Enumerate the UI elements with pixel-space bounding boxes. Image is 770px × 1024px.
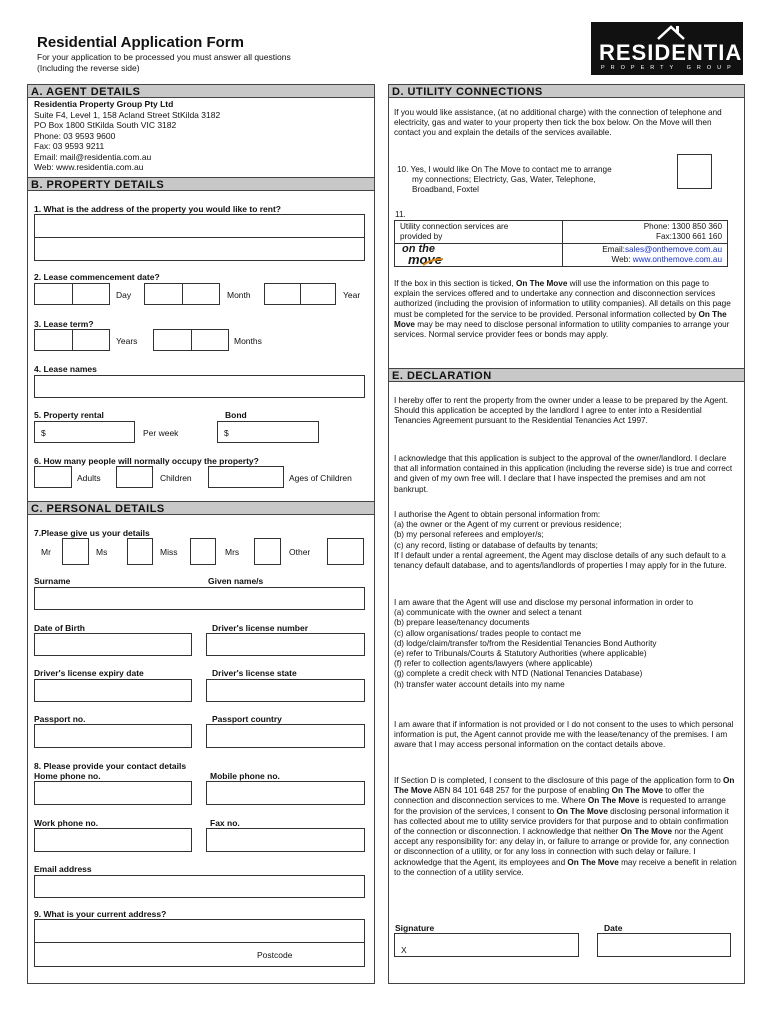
q9-label: 9. What is your current address? (34, 909, 167, 919)
otm-email-label: Email: (602, 245, 625, 254)
p6-text: to offer the connection and disconnection services to me. Where (394, 786, 705, 806)
p6-otm: On The Move (611, 786, 663, 796)
adults-input[interactable] (34, 466, 72, 488)
declaration-p1: I hereby offer to rent the property from the owner under a lease to be prepared by the Agent. Should this application be accepted by the landlord I agree to enter into a Residential Tenancies Agreement pursuant to the Residential Tenancies Act 1997. (394, 396, 728, 426)
q10-line-1: 10. Yes, I would like On The Move to contact me to arrange (397, 165, 612, 174)
agent-line: Email: mail@residentia.com.au (34, 151, 152, 162)
p6-text: nor the Agent accept any responsibility for: any delay in, or failure to arrange or provide for, any connection or disconnection of a utility, or for any loss in connection with such delay or failure. I acknowledge that the Agent, its employees and (394, 827, 729, 867)
q6-label: 6. How many people will normally occupy the property? (34, 456, 259, 466)
signature-input[interactable] (394, 933, 579, 957)
otm-contact (566, 222, 722, 242)
month-label: Month (227, 290, 251, 300)
rental-dollar: $ (41, 428, 46, 438)
declaration-p6 (394, 776, 737, 878)
q4-label: 4. Lease names (34, 364, 97, 374)
license-state-input[interactable] (206, 679, 365, 702)
home-phone-label: Home phone no. (34, 771, 101, 781)
p4-line: I am aware that the Agent will use and disclose my personal information in order to (394, 598, 693, 607)
dob-input[interactable] (34, 633, 192, 656)
passport-country-label: Passport country (212, 714, 282, 724)
p4-line: (c) allow organisations/ trades people to contact me (394, 628, 582, 638)
email-input[interactable] (34, 875, 365, 898)
utility-intro: If you would like assistance, (at no additional charge) with the connection of telephone and electricity, gas and water to your property then tick the box below. On the Move will then contact you and explain the details of the services available. (394, 108, 722, 138)
mobile-phone-label: Mobile phone no. (210, 771, 280, 781)
fax-label: Fax no. (210, 818, 240, 828)
p6-otm: On The Move (567, 857, 619, 867)
otm-phone: Phone: 1300 850 360 (643, 222, 722, 231)
address-divider (34, 942, 365, 943)
property-details-heading: B. PROPERTY DETAILS (27, 177, 375, 191)
email-label: Email address (34, 864, 92, 874)
provided-by-text (400, 222, 560, 242)
p4-line: (b) prepare lease/tenancy documents (394, 618, 530, 628)
digit-divider (191, 329, 192, 351)
q10-line-2: my connections; Electricty, Gas, Water, Telephone, (412, 175, 596, 185)
signature-label: Signature (395, 923, 435, 933)
p4-line: (a) communicate with the owner and select a tenant (394, 608, 582, 618)
p3-line: (c) any record, listing or database of defaults by tenants; (394, 540, 598, 550)
address-divider (34, 237, 365, 238)
mobile-phone-input[interactable] (206, 781, 365, 805)
p6-otm: On The Move (556, 806, 608, 816)
otm-logo-line-1: on the (402, 243, 435, 255)
p3-line: (a) the owner or the Agent of my current or previous residence; (394, 520, 622, 530)
q2-label: 2. Lease commencement date? (34, 272, 160, 282)
q5-label: 5. Property rental (34, 410, 104, 420)
dob-label: Date of Birth (34, 623, 85, 633)
mr-checkbox[interactable] (62, 538, 89, 565)
p6-text: ABN 84 101 648 257 for the purpose of enabling (431, 786, 612, 796)
ms-checkbox[interactable] (127, 538, 153, 565)
p6-otm: On The Move (587, 796, 640, 806)
passport-country-input[interactable] (206, 724, 365, 748)
per-week-label: Per week (143, 428, 179, 438)
swoosh-icon (422, 258, 444, 266)
bond-dollar: $ (224, 428, 229, 438)
q7-label: 7.Please give us your details (34, 528, 150, 538)
p6-text: If Section D is completed, I consent to the disclosure of this page of the application form to (394, 776, 724, 785)
provided-line-2: provided by (400, 232, 443, 242)
bond-label: Bond (225, 410, 247, 420)
form-subtitle (37, 52, 367, 74)
day-label: Day (116, 290, 132, 300)
q10-text (397, 165, 677, 196)
work-phone-input[interactable] (34, 828, 192, 852)
otm-online (566, 245, 722, 265)
q3-label: 3. Lease term? (34, 319, 94, 329)
p3-line: I authorise the Agent to obtain personal information from: (394, 510, 601, 519)
otm-email-link[interactable]: sales@onthemove.com.au (624, 245, 722, 254)
digit-divider (182, 283, 183, 305)
note-text: may be may need to disclose personal information to utility companies to arrange your services. Normal service provider fees or bonds may apply. (394, 319, 730, 340)
q8-label: 8. Please provide your contact details (34, 761, 187, 771)
p4-line: (d) lodge/claim/transfer to/from the Residential Tenancies Bond Authority (394, 638, 657, 648)
license-input[interactable] (206, 633, 365, 656)
current-address-input[interactable] (34, 919, 365, 967)
home-phone-input[interactable] (34, 781, 192, 805)
otm-web-link[interactable]: www.onthemove.com.au (632, 255, 722, 265)
passport-input[interactable] (34, 724, 192, 748)
other-input[interactable] (327, 538, 364, 565)
otm-web-line (566, 255, 722, 265)
agent-line: Phone: 03 9593 9600 (34, 130, 116, 141)
declaration-p2: I acknowledge that this application is subject to the approval of the owner/landlord. I declare that all information contained in this application (including the reverse side) is true and correct and given of my own free will. I declare that I have inspected the premises and am not bankrupt. (394, 454, 733, 494)
p6-text: is requested to arrange for the provision of the services, I consent to (394, 796, 726, 816)
q1-label: 1. What is the address of the property you would like to rent? (34, 204, 282, 214)
declaration-p5: I am aware that if information is not provided or I do not consent to the uses to which personal information is put, the Agent cannot provide me with the lease/tenancy of the premises. I am aware that I may access personal information on the contact details above. (394, 720, 734, 750)
miss-checkbox[interactable] (190, 538, 216, 565)
work-phone-label: Work phone no. (34, 818, 99, 828)
agent-line: Fax: 03 9593 9211 (34, 141, 105, 151)
declaration-heading: E. DECLARATION (388, 368, 745, 382)
date-label: Date (604, 923, 623, 933)
p6-text: may receive a benefit in relation to the connection of a utility service. (394, 857, 737, 877)
subtitle-line-2: (Including the reverse side) (37, 63, 140, 73)
p6-text: disclosing personal information it has collected about me to utility service providers for that purpose and to obtain confirmation of the connection or disconnection. I acknowledge that neither (394, 806, 729, 837)
otm-logo-line-2: move (408, 252, 442, 267)
children-label: Children (160, 473, 192, 483)
on-the-move-logo (402, 244, 462, 266)
residentia-logo (591, 22, 743, 75)
utility-consent-checkbox[interactable] (677, 154, 712, 189)
p3-line: (b) my personal referees and employer/s; (394, 530, 544, 540)
mr-label: Mr (41, 547, 51, 557)
ages-label: Ages of Children (289, 473, 352, 483)
personal-details-heading: C. PERSONAL DETAILS (27, 501, 375, 515)
year-label: Year (343, 290, 361, 300)
p3-line: If I default under a rental agreement, the Agent may disclose details of any such default to a tenancy default database, and to agents/landlords of properties I may apply for in the future. (394, 550, 727, 571)
agent-details-heading: A. AGENT DETAILS (27, 84, 375, 98)
otm-web-label: Web: (611, 255, 631, 265)
otm-email-line (566, 245, 722, 255)
agent-line: Web: www.residentia.com.au (34, 162, 144, 172)
note-otm: On The Move (515, 279, 568, 288)
license-expiry-label: Driver's license expiry date (34, 668, 144, 678)
p6-otm: On The Move (620, 827, 673, 837)
p4-line: (e) refer to Tribunals/Courts & Statutory Authorities (where applicable) (394, 649, 647, 659)
p4-line: (h) transfer water account details into my name (394, 679, 565, 689)
digit-divider (72, 283, 73, 305)
name-input[interactable] (34, 587, 365, 610)
digit-divider (300, 283, 301, 305)
p4-line: (f) refer to collection agents/lawyers (where applicable) (394, 659, 593, 669)
license-label: Driver's license number (212, 623, 309, 633)
mrs-label: Mrs (225, 547, 240, 557)
rental-input[interactable] (34, 421, 135, 443)
form-title: Residential Application Form (37, 34, 244, 51)
given-name-label: Given name/s (208, 576, 264, 586)
q10-line-3: Broadband, Foxtel (412, 185, 479, 195)
agent-details-block (34, 99, 364, 173)
subtitle-line-1: For your application to be processed you must answer all questions (37, 52, 291, 62)
digit-divider (72, 329, 73, 351)
date-input[interactable] (597, 933, 731, 957)
adults-label: Adults (77, 473, 101, 483)
agent-line: Suite F4, Level 1, 158 Acland Street StKilda 3182 (34, 109, 221, 120)
miss-label: Miss (160, 547, 178, 557)
ms-label: Ms (96, 547, 108, 557)
mrs-checkbox[interactable] (254, 538, 281, 565)
years-label: Years (116, 336, 138, 346)
otm-fax: Fax:1300 661 160 (655, 232, 722, 242)
signature-x: X (401, 945, 407, 955)
other-label: Other (289, 547, 311, 557)
utility-heading: D. UTILITY CONNECTIONS (388, 84, 745, 98)
postcode-label: Postcode (257, 950, 293, 960)
logo-tagline: PROPERTY GROUP (601, 65, 737, 71)
months-label: Months (234, 336, 262, 346)
provided-line-1: Utility connection services are (400, 222, 509, 231)
declaration-p4 (394, 598, 737, 690)
bond-input[interactable] (217, 421, 319, 443)
utility-note (394, 279, 737, 365)
surname-label: Surname (34, 576, 71, 586)
license-state-label: Driver's license state (212, 668, 297, 678)
passport-label: Passport no. (34, 714, 86, 724)
p6-otm: On The Move (394, 776, 735, 796)
note-text: If the box in this section is ticked, (394, 279, 516, 288)
logo-word: RESIDENTIA (599, 40, 743, 65)
house-roof-icon (656, 24, 686, 40)
q11-label: 11. (395, 210, 406, 219)
note-text: will use the information on this page to explain the services offered and to undertake any connection and disconnection services authorized (including the provision of information to utility companies). All details on this page must be completed for the service to be provided. Personal information collected by (394, 279, 731, 319)
children-ages-input[interactable] (208, 466, 284, 488)
agent-company: Residentia Property Group Pty Ltd (34, 99, 174, 109)
lease-names-input[interactable] (34, 375, 365, 398)
note-otm: On The Move (394, 309, 727, 329)
declaration-p3 (394, 510, 737, 571)
fax-input[interactable] (206, 828, 365, 852)
license-expiry-input[interactable] (34, 679, 192, 702)
p4-line: (g) complete a credit check with NTD (National Tenancies Database) (394, 669, 643, 679)
agent-line: PO Box 1800 StKilda South VIC 3182 (34, 120, 177, 130)
children-input[interactable] (116, 466, 153, 488)
